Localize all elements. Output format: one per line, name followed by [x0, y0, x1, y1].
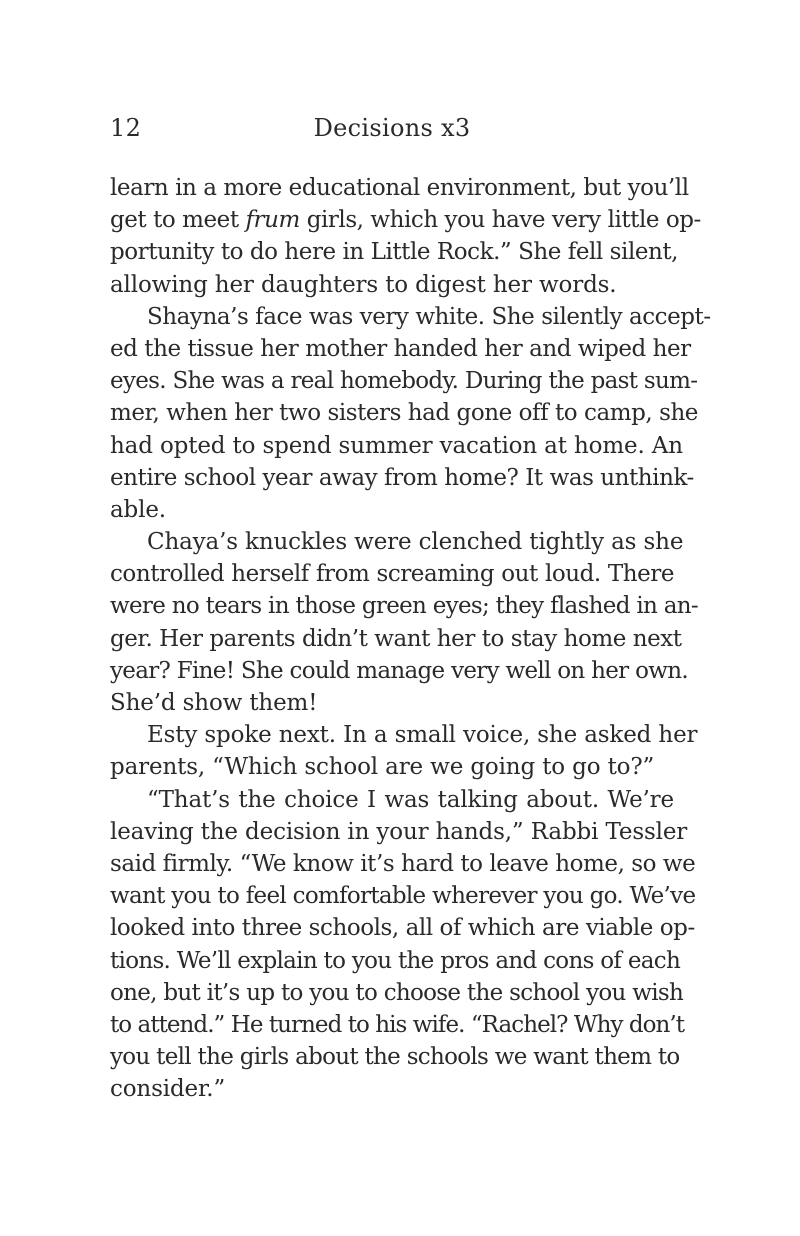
text-line: entire school year away from home? It was unthink- — [110, 464, 694, 491]
text-line: you tell the girls about the schools we want them to — [110, 1044, 680, 1071]
text-line: year? Fine! She could manage very well on her own. — [110, 657, 688, 684]
text-line: leaving the decision in your hands,” Rabbi Tessler — [110, 818, 688, 845]
text-line: learn in a more educational environment, but you’ll — [110, 175, 689, 201]
text-line: had opted to spend summer vacation at home. An — [110, 432, 683, 459]
text-line: mer, when her two sisters had gone off to camp, she — [110, 400, 698, 427]
text-line: Chaya’s knuckles were clenched tightly as she — [147, 529, 684, 556]
text-line-with-italic — [110, 204, 701, 236]
text-line: parents, “Which school are we going to go to?” — [110, 754, 655, 781]
text-line: Esty spoke next. In a small voice, she asked her — [147, 722, 698, 749]
text-line: to attend.” He turned to his wife. “Rachel? Why don’t — [110, 1011, 685, 1038]
text-line: looked into three schools, all of which are viable op- — [110, 915, 695, 942]
text-line: She’d show them! — [110, 690, 318, 716]
text-line: ed the tissue her mother handed her and wiped her — [110, 335, 691, 362]
text-line: said firmly. “We know it’s hard to leave home, so we — [110, 850, 696, 877]
text-line: tions. We’ll explain to you the pros and cons of each — [110, 947, 681, 974]
text-line: able. — [110, 496, 166, 523]
text-line: “That’s the choice I was talking about. We’re — [147, 786, 674, 813]
body-text — [110, 172, 711, 1105]
page-number: 12 — [110, 114, 142, 142]
text-segment: get to meet — [110, 207, 246, 234]
text-line: ger. Her parents didn’t want her to stay home next — [110, 625, 682, 652]
text-line: Shayna’s face was very white. She silently accept- — [147, 303, 711, 330]
page-header — [110, 108, 674, 148]
text-line: were no tears in those green eyes; they flashed in an- — [110, 593, 698, 620]
text-line: want you to feel comfortable wherever you go. We’ve — [110, 883, 696, 910]
text-line: consider.” — [110, 1076, 226, 1103]
text-line: eyes. She was a real homebody. During the past sum- — [110, 368, 698, 395]
text-line: one, but it’s up to you to choose the school you wish — [110, 979, 684, 1006]
italic-word: frum — [245, 207, 300, 234]
text-line: portunity to do here in Little Rock.” She fell silent, — [110, 239, 679, 266]
text-line: controlled herself from screaming out loud. There — [110, 561, 674, 588]
text-segment: girls, which you have very little op- — [299, 207, 701, 234]
text-line: allowing her daughters to digest her words. — [110, 271, 617, 298]
running-head: Decisions x3 — [313, 114, 471, 142]
